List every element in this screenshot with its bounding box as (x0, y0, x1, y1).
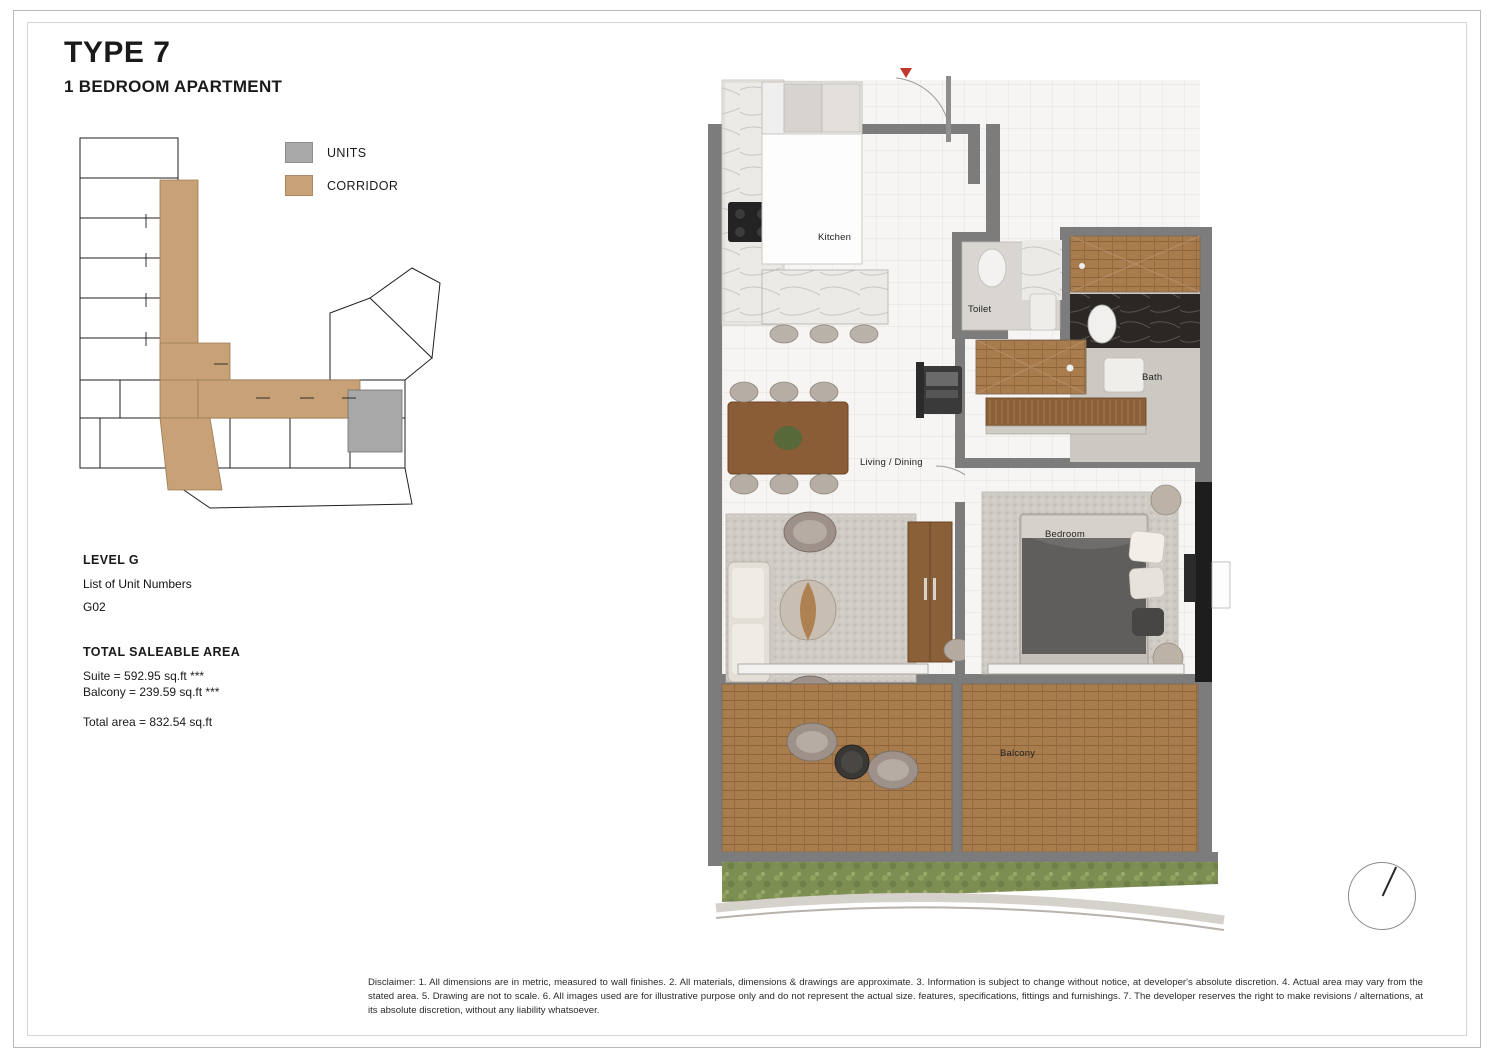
total-area: Total area = 832.54 sq.ft (83, 715, 213, 729)
room-label-bedroom: Bedroom (1045, 529, 1085, 540)
disclaimer-text: Disclaimer: 1. All dimensions are in metric, measured to wall finishes. 2. All materials, dimensions & drawings are approximate. 3. Information is subject to change without notice, at developer's absolute discretion. 4. Actual area may vary from the stated area. 5. Drawing are not to scale. 6. All images used are for illustrative purpose only and do not represent the actual size. features, specifications, fittings and furnishings. 7. The developer reserves the right to make revisions / alternations, at its absolute discretion, without any liability whatsoever. (368, 977, 1423, 1016)
page-title: TYPE 7 (64, 36, 171, 69)
room-label-toilet: Toilet (968, 304, 992, 315)
level-heading: LEVEL G (83, 553, 140, 567)
floor-plan (700, 62, 1240, 947)
legend-item-units (285, 142, 398, 163)
legend-label-corridor: CORRIDOR (327, 178, 399, 193)
suite-area: Suite = 592.95 sq.ft *** (83, 669, 205, 683)
page-subtitle: 1 BEDROOM APARTMENT (64, 77, 283, 96)
unit-info-block (83, 553, 413, 731)
legend-label-units: UNITS (327, 145, 367, 160)
legend-swatch-corridor (285, 175, 313, 196)
key-plan (60, 118, 460, 518)
room-label-bath: Bath (1142, 372, 1163, 383)
entrance-marker (900, 68, 912, 78)
area-heading: TOTAL SALEABLE AREA (83, 645, 241, 659)
room-label-living-dining: Living / Dining (860, 457, 923, 468)
legend-swatch-units (285, 142, 313, 163)
room-label-kitchen: Kitchen (818, 232, 852, 243)
legend-item-corridor (285, 175, 398, 196)
room-label-balcony: Balcony (1000, 748, 1036, 759)
legend (285, 142, 398, 208)
title-block (64, 36, 282, 97)
unit-list-label: List of Unit Numbers (83, 577, 192, 591)
unit-numbers: G02 (83, 600, 106, 614)
north-arrow-icon (1348, 862, 1418, 932)
balcony-area: Balcony = 239.59 sq.ft *** (83, 685, 220, 699)
